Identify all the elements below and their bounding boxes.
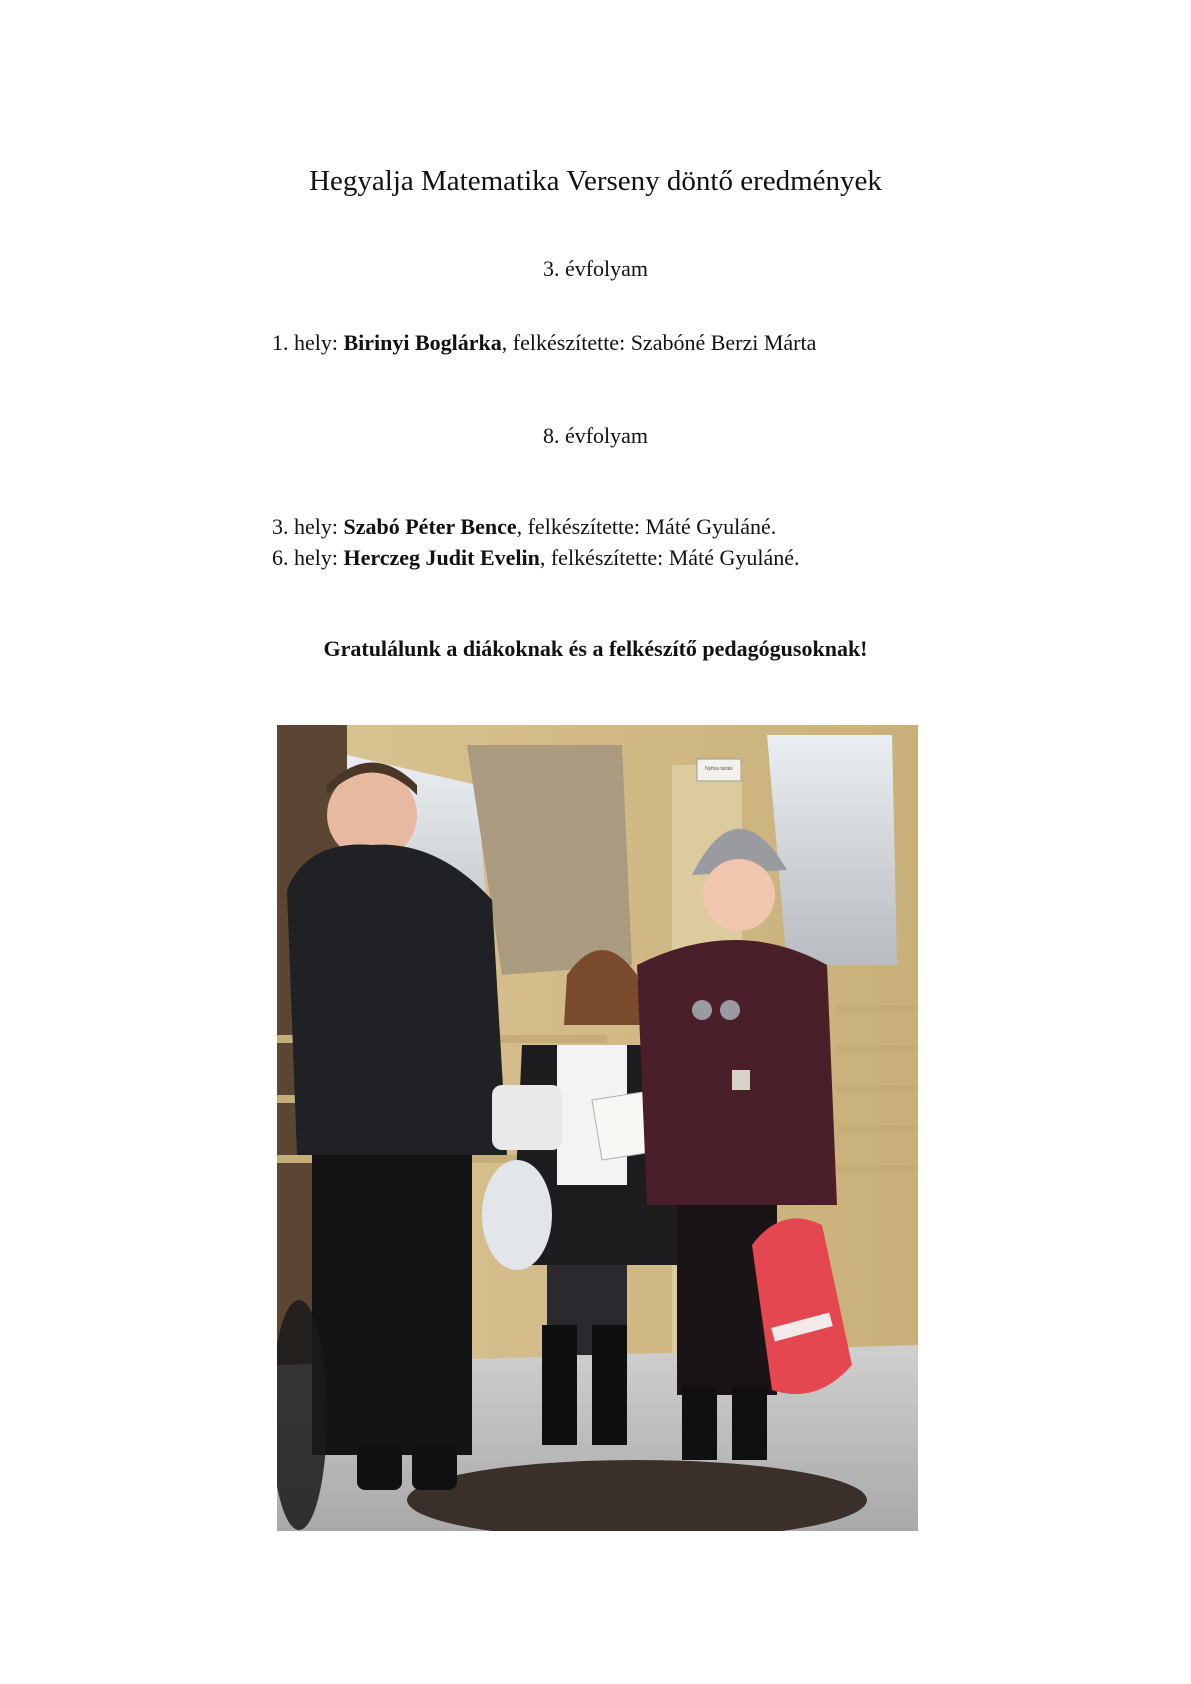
result-teacher-label: , felkészítette: (516, 514, 640, 539)
result-teacher: Máté Gyuláné. (668, 545, 800, 570)
result-teacher-label: , felkészítette: (501, 330, 626, 355)
result-student: Birinyi Boglárka (343, 330, 502, 355)
grade-3-heading: 3. évfolyam (542, 256, 649, 281)
group-photo (277, 725, 918, 1531)
result-teacher: Máté Gyuláné. (645, 514, 777, 539)
result-teacher: Szabóné Berzi Márta (630, 330, 817, 355)
result-line (272, 545, 799, 571)
result-place: 6. hely: (272, 545, 338, 570)
result-teacher-label: , felkészítette: (539, 545, 664, 570)
page-title: Hegyalja Matematika Verseny döntő eredmények (309, 165, 882, 197)
congratulation-text: Gratulálunk a diákoknak és a felkészítő pedagógusoknak! (323, 636, 868, 661)
result-student: Szabó Péter Bence (343, 514, 517, 539)
photo-sign-text: Nyitva tartás (705, 766, 733, 772)
grade-8-heading: 8. évfolyam (542, 423, 649, 448)
result-line (272, 330, 816, 356)
result-place: 1. hely: (272, 330, 338, 355)
result-line (272, 514, 776, 540)
group-photo-illustration (277, 725, 918, 1531)
result-place: 3. hely: (272, 514, 338, 539)
result-student: Herczeg Judit Evelin (343, 545, 540, 570)
